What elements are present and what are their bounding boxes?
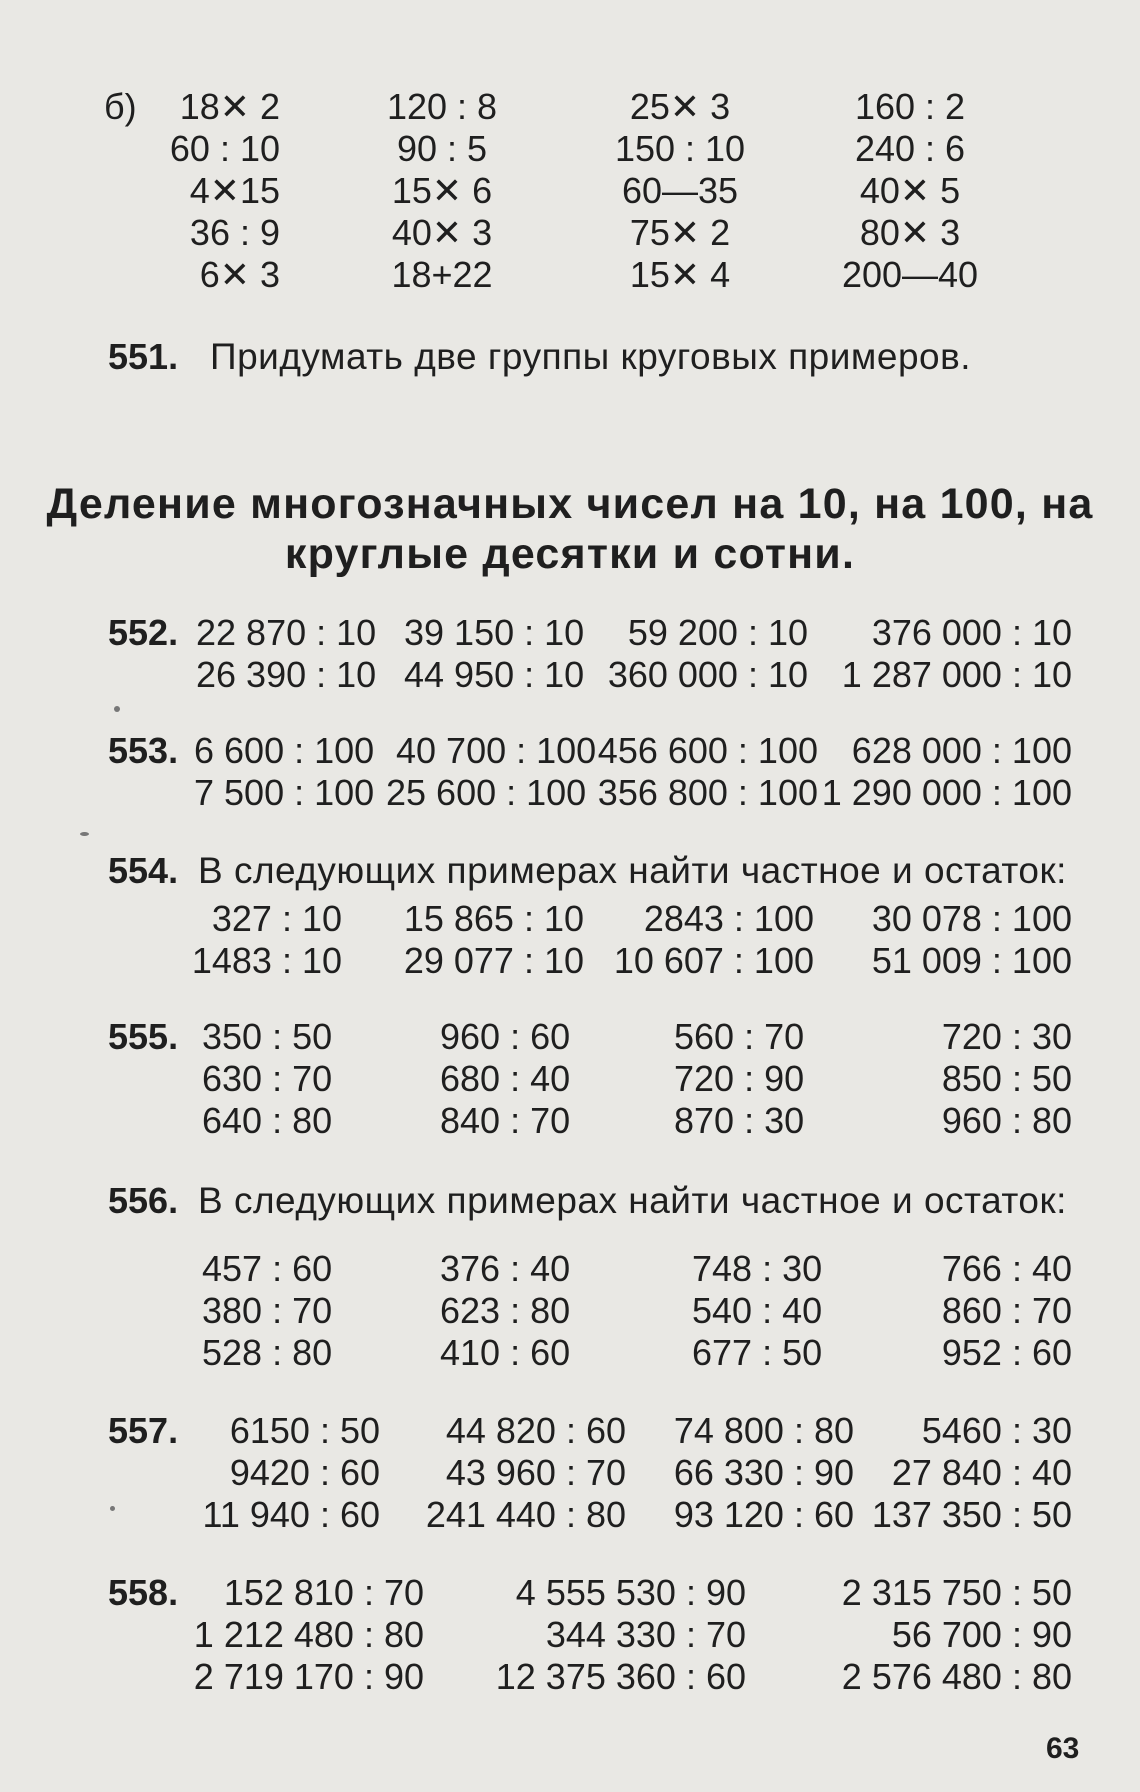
example: 2 719 170 : 90 xyxy=(193,1656,424,1697)
example: 15✕ 6 xyxy=(391,170,493,211)
scan-speck xyxy=(114,706,120,712)
example: 12 375 360 : 60 xyxy=(495,1656,746,1697)
example: 680 : 40 xyxy=(440,1058,571,1099)
example: 152 810 : 70 xyxy=(223,1572,424,1613)
example: 2 315 750 : 50 xyxy=(841,1572,1072,1613)
example: 22 870 : 10 xyxy=(196,612,377,653)
example: 360 000 : 10 xyxy=(607,654,808,695)
example: 15✕ 4 xyxy=(629,254,731,295)
example: 623 : 80 xyxy=(440,1290,571,1331)
exercise-text: Придумать две группы круговых примеров. xyxy=(210,336,972,377)
example: 44 820 : 60 xyxy=(445,1410,626,1451)
example: 160 : 2 xyxy=(854,86,966,127)
exercise-number: 557. xyxy=(108,1410,179,1451)
example: 960 : 60 xyxy=(440,1016,571,1057)
example: 6✕ 3 xyxy=(199,254,280,295)
example: 39 150 : 10 xyxy=(404,612,585,653)
example: 4✕15 xyxy=(189,170,280,211)
example: 66 330 : 90 xyxy=(673,1452,854,1493)
section-title: Деление многозначных чисел на 10, на 100, на xyxy=(46,480,1094,528)
example: 200—40 xyxy=(841,254,979,295)
exercise-number: 553. xyxy=(108,730,179,771)
example: 137 350 : 50 xyxy=(871,1494,1072,1535)
exercise-number: 552. xyxy=(108,612,179,653)
example: 344 330 : 70 xyxy=(545,1614,746,1655)
example: 5460 : 30 xyxy=(921,1410,1072,1451)
example: 410 : 60 xyxy=(440,1332,571,1373)
section-title-continued: круглые десятки и сотни. xyxy=(284,530,856,578)
example: 18✕ 2 xyxy=(179,86,280,127)
example: 40✕ 5 xyxy=(859,170,961,211)
example: 43 960 : 70 xyxy=(445,1452,626,1493)
example: 59 200 : 10 xyxy=(627,612,808,653)
example: 850 : 50 xyxy=(941,1058,1072,1099)
example: 90 : 5 xyxy=(396,128,488,169)
example: 376 000 : 10 xyxy=(871,612,1072,653)
example: 80✕ 3 xyxy=(859,212,961,253)
example: 120 : 8 xyxy=(386,86,498,127)
example: 25✕ 3 xyxy=(629,86,731,127)
example: 9420 : 60 xyxy=(229,1452,380,1493)
example: 640 : 80 xyxy=(202,1100,333,1141)
example: 380 : 70 xyxy=(202,1290,333,1331)
example: 30 078 : 100 xyxy=(871,898,1072,939)
exercise-number: 551. xyxy=(108,336,179,377)
example: 528 : 80 xyxy=(202,1332,333,1373)
example: 628 000 : 100 xyxy=(851,730,1072,771)
example: 40 700 : 100 xyxy=(396,730,597,771)
example: 240 : 6 xyxy=(854,128,966,169)
scan-speck xyxy=(80,832,89,836)
example: 960 : 80 xyxy=(941,1100,1072,1141)
page-number: 63 xyxy=(1046,1732,1080,1765)
example: 40✕ 3 xyxy=(391,212,493,253)
example: 540 : 40 xyxy=(692,1290,823,1331)
example: 10 607 : 100 xyxy=(613,940,814,981)
example: 748 : 30 xyxy=(692,1248,823,1289)
example: 350 : 50 xyxy=(202,1016,333,1057)
example: 720 : 90 xyxy=(674,1058,805,1099)
example: 766 : 40 xyxy=(941,1248,1072,1289)
example: 456 600 : 100 xyxy=(597,730,818,771)
example: 25 600 : 100 xyxy=(386,772,587,813)
example: 2 576 480 : 80 xyxy=(841,1656,1072,1697)
example: 4 555 530 : 90 xyxy=(515,1572,746,1613)
example: 36 : 9 xyxy=(189,212,280,253)
example: 29 077 : 10 xyxy=(403,940,584,981)
example: 18+22 xyxy=(391,254,493,295)
example: 60 : 10 xyxy=(169,128,280,169)
example: 840 : 70 xyxy=(440,1100,571,1141)
example: 60—35 xyxy=(621,170,739,211)
example: 6150 : 50 xyxy=(229,1410,380,1451)
example: 1 287 000 : 10 xyxy=(841,654,1072,695)
example: 720 : 30 xyxy=(941,1016,1072,1057)
example: 26 390 : 10 xyxy=(196,654,377,695)
exercise-number: 555. xyxy=(108,1016,179,1057)
example: 860 : 70 xyxy=(941,1290,1072,1331)
example: 74 800 : 80 xyxy=(673,1410,854,1451)
exercise-label: б) xyxy=(104,86,137,127)
exercise-text: В следующих примерах найти частное и остаток: xyxy=(198,850,1067,891)
example: 327 : 10 xyxy=(211,898,342,939)
example: 56 700 : 90 xyxy=(891,1614,1072,1655)
example: 7 500 : 100 xyxy=(194,772,375,813)
example: 457 : 60 xyxy=(202,1248,333,1289)
example: 630 : 70 xyxy=(202,1058,333,1099)
exercise-number: 558. xyxy=(108,1572,179,1613)
example: 6 600 : 100 xyxy=(194,730,375,771)
example: 11 940 : 60 xyxy=(202,1494,380,1535)
exercise-number: 554. xyxy=(108,850,179,891)
example: 2843 : 100 xyxy=(643,898,814,939)
example: 27 840 : 40 xyxy=(891,1452,1072,1493)
example: 1 212 480 : 80 xyxy=(193,1614,424,1655)
example: 677 : 50 xyxy=(692,1332,823,1373)
example: 1483 : 10 xyxy=(191,940,342,981)
example: 1 290 000 : 100 xyxy=(821,772,1072,813)
example: 560 : 70 xyxy=(674,1016,805,1057)
example: 241 440 : 80 xyxy=(425,1494,626,1535)
example: 44 950 : 10 xyxy=(404,654,585,695)
example: 51 009 : 100 xyxy=(871,940,1072,981)
example: 93 120 : 60 xyxy=(673,1494,854,1535)
example: 356 800 : 100 xyxy=(597,772,818,813)
example: 870 : 30 xyxy=(674,1100,805,1141)
example: 376 : 40 xyxy=(440,1248,571,1289)
example: 15 865 : 10 xyxy=(403,898,584,939)
example: 952 : 60 xyxy=(941,1332,1072,1373)
exercise-text: В следующих примерах найти частное и остаток: xyxy=(198,1180,1067,1221)
scan-speck xyxy=(110,1506,115,1511)
example: 150 : 10 xyxy=(614,128,746,169)
exercise-number: 556. xyxy=(108,1180,179,1221)
example: 75✕ 2 xyxy=(629,212,731,253)
